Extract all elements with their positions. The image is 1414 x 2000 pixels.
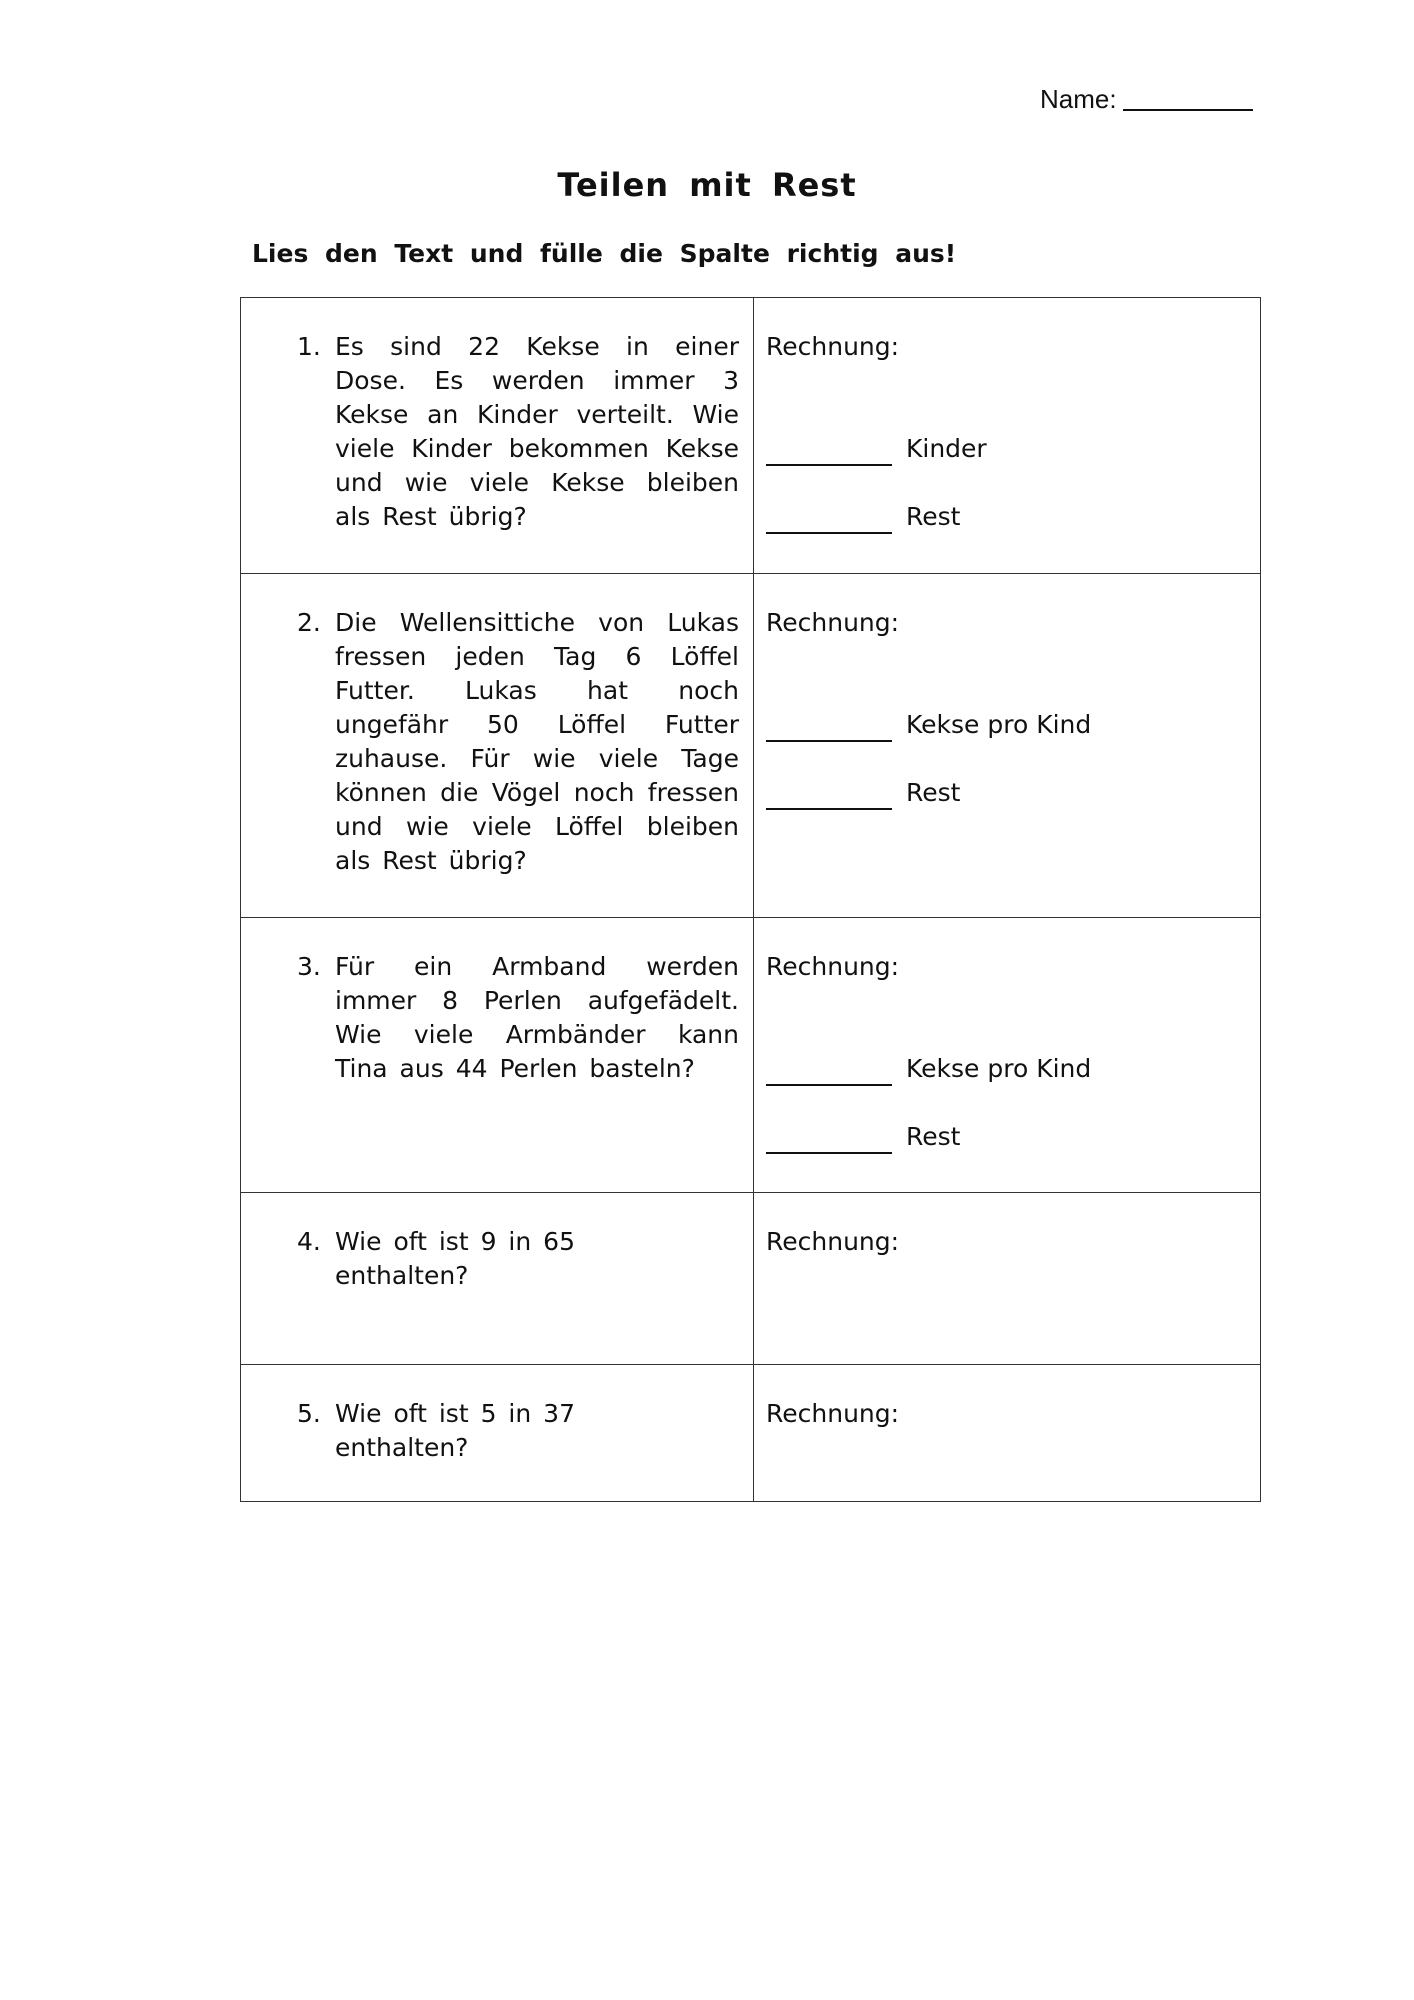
answer-blank[interactable] xyxy=(766,506,892,534)
answer-cell[interactable] xyxy=(754,1365,1261,1502)
name-label: Name: xyxy=(1040,84,1117,114)
question-text: Es sind 22 Kekse in einer Dose. Es werden immer 3 Kekse an Kinder verteilt. Wie viele Kinder bekommen Kekse und wie viele Kekse bleiben als Rest übrig? xyxy=(335,332,739,531)
answer-unit-label: Kekse pro Kind xyxy=(906,710,1092,739)
exercise-row xyxy=(241,1365,1261,1502)
question-number: 3. xyxy=(297,952,321,981)
question-number: 4. xyxy=(297,1227,321,1256)
question-text: Wie oft ist 9 in 65 enthalten? xyxy=(335,1227,575,1290)
question-number: 1. xyxy=(297,332,321,361)
answer-unit-label: Rest xyxy=(906,1122,961,1151)
answer-unit-label: Kinder xyxy=(906,434,987,463)
answer-line[interactable] xyxy=(766,432,1250,466)
question-cell xyxy=(241,918,754,1193)
answer-line[interactable] xyxy=(766,708,1250,742)
answer-blank[interactable] xyxy=(766,438,892,466)
calculation-label: Rechnung: xyxy=(766,1227,900,1256)
answer-unit-label: Rest xyxy=(906,502,961,531)
name-field[interactable] xyxy=(1040,84,1253,115)
instruction-text: Lies den Text und fülle die Spalte richtig aus! xyxy=(252,239,957,268)
answer-line[interactable] xyxy=(766,1120,1250,1154)
answer-line[interactable] xyxy=(766,500,1250,534)
answer-blank[interactable] xyxy=(766,1126,892,1154)
question-text: Wie oft ist 5 in 37 enthalten? xyxy=(335,1399,575,1462)
name-blank-line[interactable] xyxy=(1123,109,1253,111)
calculation-label: Rechnung: xyxy=(766,952,900,981)
question-cell xyxy=(241,1193,754,1365)
answer-cell[interactable] xyxy=(754,574,1261,918)
calculation-label: Rechnung: xyxy=(766,1399,900,1428)
calculation-label: Rechnung: xyxy=(766,608,900,637)
answer-blank[interactable] xyxy=(766,1058,892,1086)
answer-cell[interactable] xyxy=(754,298,1261,574)
calculation-label: Rechnung: xyxy=(766,332,900,361)
answer-line[interactable] xyxy=(766,1052,1250,1086)
exercise-row xyxy=(241,298,1261,574)
question-text: Die Wellensittiche von Lukas fressen jeden Tag 6 Löffel Futter. Lukas hat noch ungefähr 50 Löffel Futter zuhause. Für wie viele Tage können die Vögel noch fressen und wie viele Löffel bleiben als Rest übrig? xyxy=(335,608,739,875)
answer-cell[interactable] xyxy=(754,1193,1261,1365)
answer-unit-label: Kekse pro Kind xyxy=(906,1054,1092,1083)
answer-cell[interactable] xyxy=(754,918,1261,1193)
exercise-table xyxy=(240,297,1261,1502)
question-number: 2. xyxy=(297,608,321,637)
question-cell xyxy=(241,1365,754,1502)
exercise-row xyxy=(241,574,1261,918)
exercise-row xyxy=(241,1193,1261,1365)
question-cell xyxy=(241,574,754,918)
answer-blank[interactable] xyxy=(766,714,892,742)
answer-line[interactable] xyxy=(766,776,1250,810)
answer-blank[interactable] xyxy=(766,782,892,810)
question-number: 5. xyxy=(297,1399,321,1428)
exercise-row xyxy=(241,918,1261,1193)
worksheet-title: Teilen mit Rest xyxy=(557,166,857,204)
question-text: Für ein Armband werden immer 8 Perlen aufgefädelt. Wie viele Armbänder kann Tina aus 44 Perlen basteln? xyxy=(335,952,739,1083)
answer-unit-label: Rest xyxy=(906,778,961,807)
question-cell xyxy=(241,298,754,574)
